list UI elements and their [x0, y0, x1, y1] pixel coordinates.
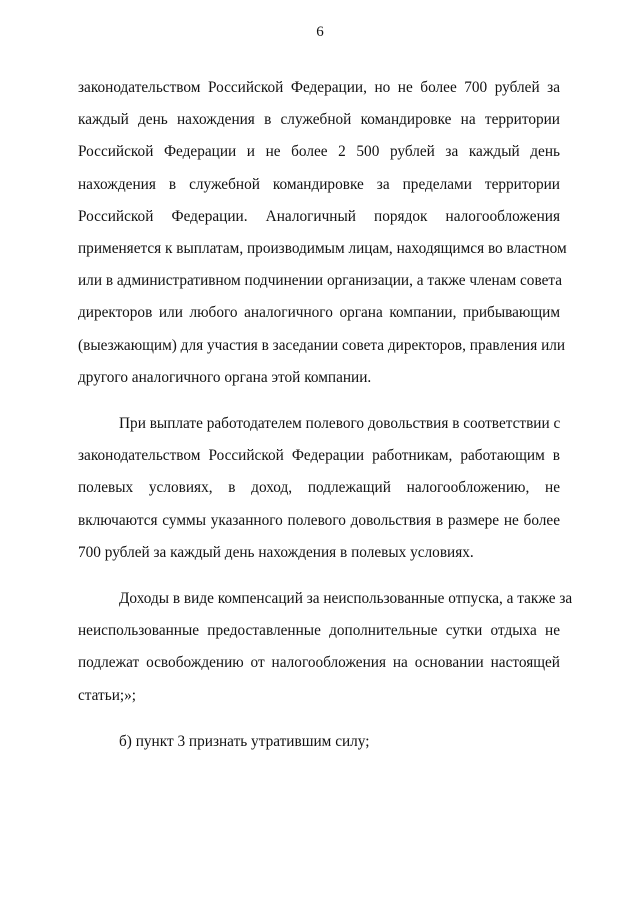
text-line: Российской Федерации. Аналогичный порядок налогообложения	[78, 207, 560, 225]
text-line: директоров или любого аналогичного органа компании, прибывающим	[78, 304, 560, 322]
text-line: б) пункт 3 признать утратившим силу;	[119, 732, 370, 750]
text-line: При выплате работодателем полевого довольствия в соответствии с	[119, 415, 561, 433]
text-line: Доходы в виде компенсаций за неиспользованные отпуска, а также за	[119, 590, 573, 608]
text-line: нахождения в служебной командировке за пределами территории	[78, 175, 560, 193]
text-line: статьи;»;	[78, 686, 137, 704]
paragraph-2	[78, 408, 560, 569]
paragraph-4	[78, 726, 560, 758]
text-line: подлежат освобождению от налогообложения на основании настоящей	[78, 654, 560, 672]
text-line: применяется к выплатам, производимым лицам, находящимся во властном	[78, 240, 567, 258]
text-line: (выезжающим) для участия в заседании совета директоров, правления или	[78, 336, 566, 354]
text-line: или в административном подчинении организации, а также членам совета	[78, 272, 563, 290]
text-line: неиспользованные предоставленные дополнительные сутки отдыха не	[78, 622, 560, 640]
text-line: другого аналогичного органа этой компании.	[78, 368, 372, 386]
text-line: законодательством Российской Федерации работникам, работающим в	[78, 447, 560, 465]
document-body	[78, 72, 573, 772]
text-line: Российской Федерации и не более 2 500 рублей за каждый день	[78, 143, 560, 161]
paragraph-3	[78, 583, 573, 712]
page-number: 6	[316, 24, 324, 40]
text-line: каждый день нахождения в служебной командировке на территории	[78, 111, 560, 129]
text-line: включаются суммы указанного полевого довольствия в размере не более	[78, 511, 560, 529]
text-line: полевых условиях, в доход, подлежащий налогообложению, не	[78, 479, 560, 497]
text-line: 700 рублей за каждый день нахождения в полевых условиях.	[78, 543, 474, 561]
paragraph-1	[78, 72, 567, 394]
text-line: законодательством Российской Федерации, но не более 700 рублей за	[78, 79, 560, 96]
